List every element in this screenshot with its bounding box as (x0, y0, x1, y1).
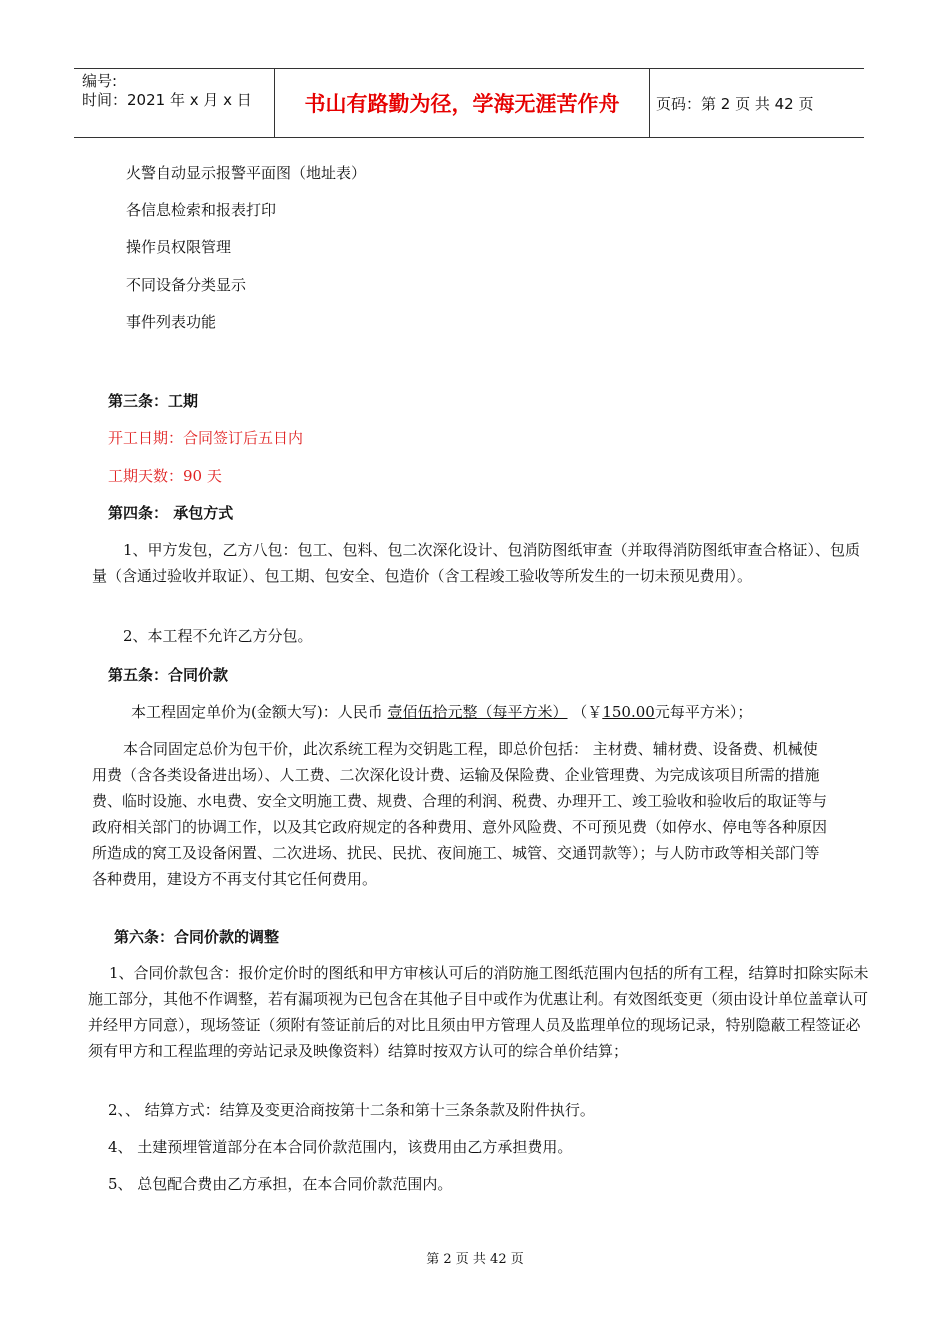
article-3-title: 第三条：工期 (108, 392, 199, 410)
article-6-title: 第六条：合同价款的调整 (114, 928, 280, 946)
feature-item: 操作员权限管理 (126, 238, 232, 256)
article-6-paragraph-2: 2、、 结算方式：结算及变更洽商按第十二条和第十三条条款及附件执行。 (108, 1101, 595, 1119)
article-4-paragraph-1: 1、甲方发包，乙方八包：包工、包料、包二次深化设计、包消防图纸审查（并取得消防图纸审查合格证）、包质量（含通过验收并取证）、包工期、包安全、包造价（含工程竣工验收等所发生的一切未预见费用）。 (92, 541, 861, 585)
price-suffix: 元每平方米）； (654, 703, 753, 721)
price-in-words: 壹佰伍拾元整（每平方米） (387, 703, 568, 721)
article-6-paragraph-3: 4、 土建预埋管道部分在本合同价款范围内，该费用由乙方承担费用。 (108, 1138, 573, 1156)
article-6-paragraph-1: 1、合同价款包含：报价定价时的图纸和甲方审核认可后的消防施工图纸范围内包括的所有工程，结算时扣除实际未施工部分，其他不作调整，若有漏项视为已包含在其他子目中或作为优惠让利。有效图纸变更（须由设计单位盖章认可并经甲方同意），现场签证（须附有签证前后的对比且须由甲方管理人员及监理单位的现场记录，特别隐蔽工程签证必须有甲方和工程监理的旁站记录及映像资料）结算时按双方认可的综合单价结算； (88, 964, 869, 1060)
header-page-label: 页码：第 2 页 共 42 页 (656, 95, 814, 113)
header-motto: 书山有路勤为径，学海无涯苦作舟 (304, 92, 620, 116)
price-number: 150.00 (602, 703, 655, 721)
article-4-paragraph-2: 2、本工程不允许乙方分包。 (123, 627, 313, 645)
article-4-title: 第四条： 承包方式 (108, 504, 234, 522)
time-label: 时间：2021 年 x 月 x 日 (82, 91, 252, 109)
feature-item: 不同设备分类显示 (126, 276, 247, 294)
feature-item: 各信息检索和报表打印 (126, 201, 277, 219)
unit-price-line (131, 702, 752, 722)
article-5-title: 第五条：合同价款 (108, 666, 229, 684)
header-divider (274, 69, 275, 137)
feature-item: 事件列表功能 (126, 313, 217, 331)
article-5-paragraph-2: 本合同固定总价为包干价，此次系统工程为交钥匙工程，即总价包括： 主材费、辅材费、设备费、机械使用费（含各类设备进出场）、人工费、二次深化设计费、运输及保险费、企业管理费、为完成该项目所需的措施费、临时设施、水电费、安全文明施工费、规费、合理的利润、税费、办理开工、竣工验收和验收后的取证等与政府相关部门的协调工作，以及其它政府规定的各种费用、意外风险费、不可预见费（如停水、停电等各种原因所造成的窝工及设备闲置、二次进场、扰民、民扰、夜间施工、城管、交通罚款等）；与人防市政等相关部门等各种费用，建设方不再支付其它任何费用。 (92, 740, 828, 888)
header-table (74, 68, 864, 138)
duration-days: 工期天数：90 天 (108, 467, 222, 485)
price-prefix: 本工程固定单价为(金额大写)：人民币 (131, 703, 383, 721)
number-label: 编号: (82, 72, 118, 90)
article-6-paragraph-4: 5、 总包配合费由乙方承担，在本合同价款范围内。 (108, 1175, 453, 1193)
header-divider (649, 69, 650, 137)
price-mid: （￥ (572, 703, 603, 721)
header-meta (82, 72, 252, 110)
page-footer: 第 2 页 共 42 页 (426, 1252, 524, 1267)
feature-item: 火警自动显示报警平面图（地址表） (126, 164, 367, 182)
start-date: 开工日期：合同签订后五日内 (108, 429, 304, 447)
